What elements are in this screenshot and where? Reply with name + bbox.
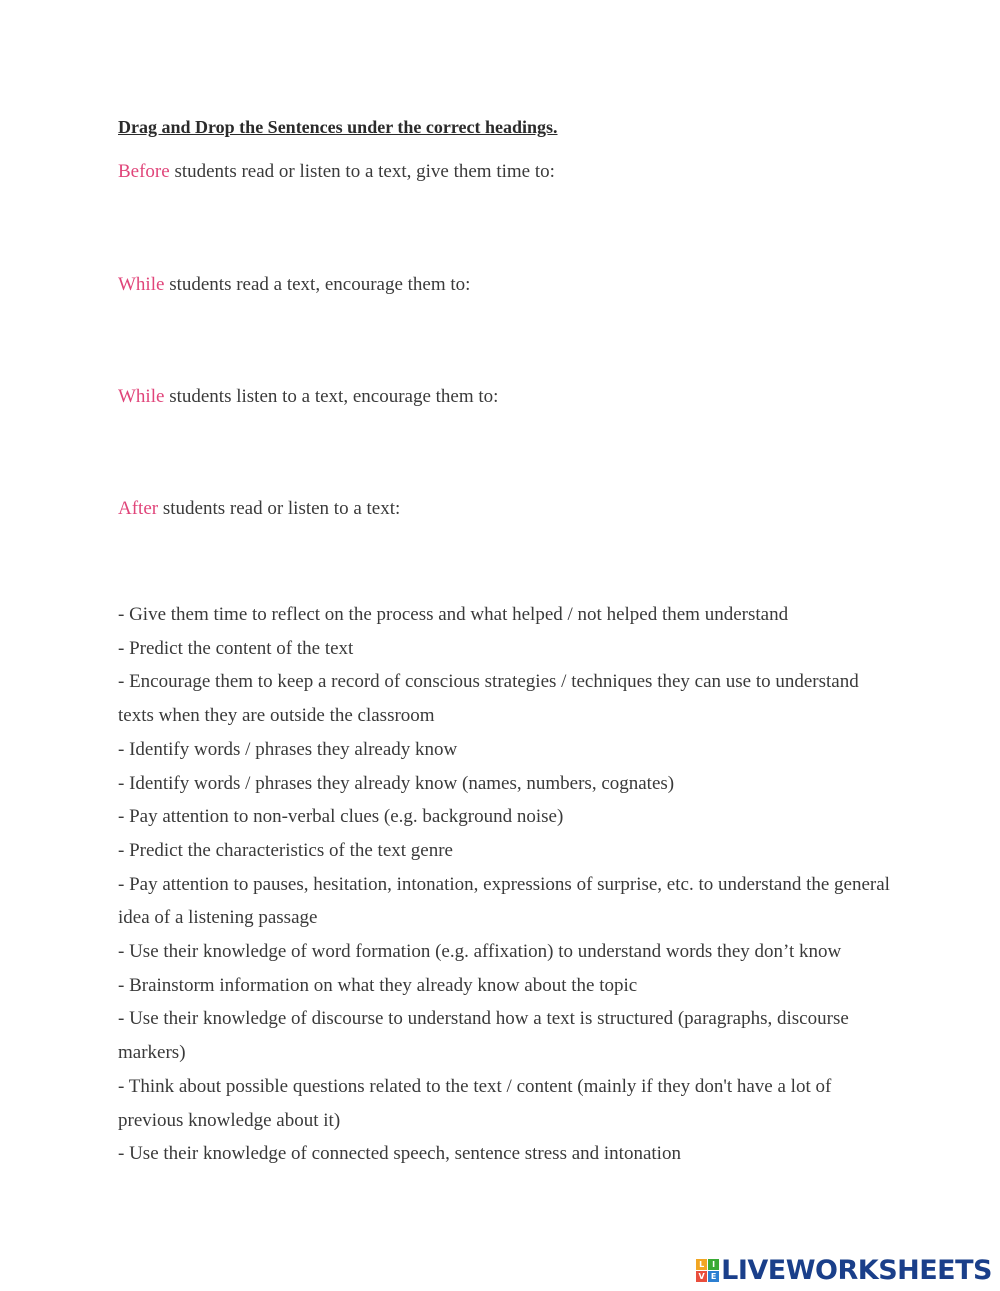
heading-keyword: After bbox=[118, 498, 159, 519]
draggable-sentence[interactable]: - Give them time to reflect on the process and what helped / not helped them understand bbox=[118, 604, 789, 625]
heading-text: students read a text, encourage them to: bbox=[164, 274, 471, 295]
drop-zone-while-listen[interactable] bbox=[118, 420, 888, 480]
logo-block: E bbox=[708, 1271, 719, 1282]
draggable-sentence[interactable]: - Use their knowledge of discourse to understand how a text is structured (paragraphs, discourse markers) bbox=[118, 1008, 849, 1064]
draggable-sentence[interactable]: - Use their knowledge of word formation (e.g. affixation) to understand words they don’t know bbox=[118, 941, 842, 963]
heading-while-read bbox=[118, 274, 470, 296]
draggable-sentence[interactable]: - Predict the characteristics of the text genre bbox=[118, 839, 453, 861]
drop-zone-before[interactable] bbox=[118, 195, 888, 255]
draggable-sentence[interactable]: - Use their knowledge of connected speech, sentence stress and intonation bbox=[118, 1143, 681, 1165]
draggable-sentence[interactable]: - Think about possible questions related to the text / content (mainly if they don't have a lot of previous knowledge about it) bbox=[118, 1075, 832, 1131]
heading-before bbox=[118, 161, 555, 183]
sentence-bank bbox=[118, 598, 898, 1171]
drop-zone-after[interactable] bbox=[118, 532, 888, 592]
logo-block: V bbox=[696, 1271, 707, 1282]
draggable-sentence[interactable]: - Identify words / phrases they already know bbox=[118, 738, 458, 760]
heading-text: students read or listen to a text, give them time to: bbox=[169, 161, 555, 182]
heading-text: students listen to a text, encourage them to: bbox=[164, 386, 499, 407]
draggable-sentence[interactable]: - Encourage them to keep a record of conscious strategies / techniques they can use to understand texts when they are outside the classroom bbox=[118, 671, 859, 727]
logo-blocks-icon bbox=[696, 1259, 719, 1282]
draggable-sentence[interactable]: - Predict the content of the text bbox=[118, 637, 354, 659]
heading-keyword: While bbox=[118, 386, 165, 407]
heading-keyword: Before bbox=[118, 161, 170, 182]
heading-while-listen bbox=[118, 386, 498, 408]
logo-block: L bbox=[696, 1259, 707, 1270]
heading-keyword: While bbox=[118, 274, 165, 295]
draggable-sentence[interactable]: - Identify words / phrases they already know (names, numbers, cognates) bbox=[118, 772, 675, 794]
draggable-sentence[interactable]: - Brainstorm information on what they already know about the topic bbox=[118, 974, 638, 996]
logo-text: LIVEWORKSHEETS bbox=[721, 1254, 992, 1286]
drop-zone-while-read[interactable] bbox=[118, 308, 888, 368]
draggable-sentence[interactable]: - Pay attention to pauses, hesitation, intonation, expressions of surprise, etc. to understand the general idea of a listening passage bbox=[118, 873, 890, 929]
page-title: Drag and Drop the Sentences under the correct headings. bbox=[118, 117, 558, 137]
heading-after bbox=[118, 498, 400, 520]
heading-text: students read or listen to a text: bbox=[158, 498, 401, 519]
liveworksheets-logo bbox=[696, 1254, 992, 1286]
logo-block: I bbox=[708, 1259, 719, 1270]
draggable-sentence[interactable]: - Pay attention to non-verbal clues (e.g. background noise) bbox=[118, 806, 564, 828]
